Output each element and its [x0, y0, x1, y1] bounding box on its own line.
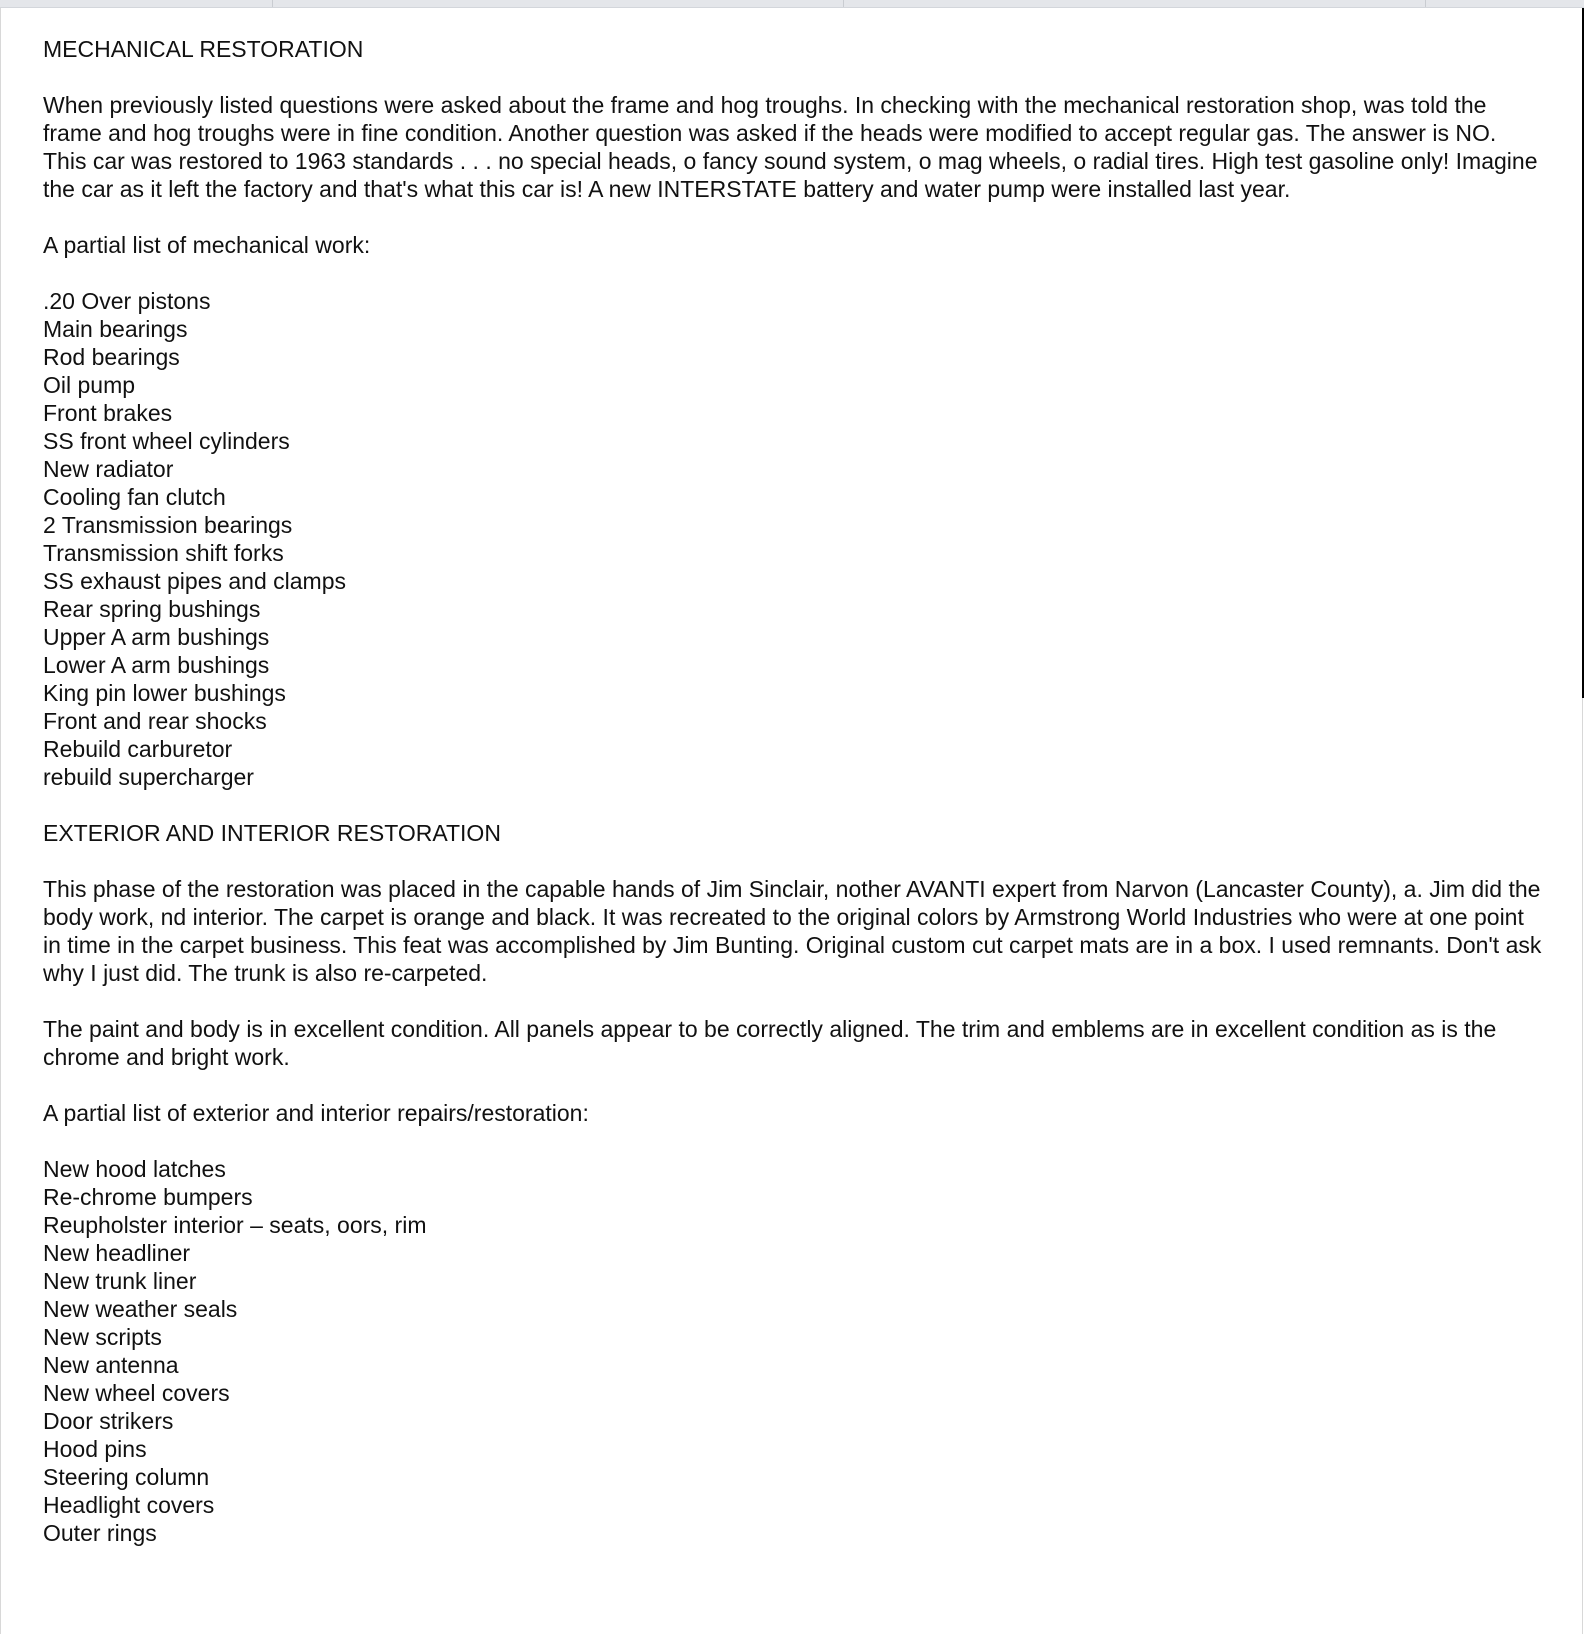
list-item: New hood latches	[43, 1156, 226, 1182]
exterior-paragraph-1: This phase of the restoration was placed in the capable hands of Jim Sinclair, nother AVANTI expert from Narvon (Lancaster County), a. Jim did the body work, nd interior. The carpet is orange and black. It was recreated to the original colors by Armstrong World Industries who were at one point in time in the carpet business. This feat was accomplished by Jim Bunting. Original custom cut carpet mats are in a box. I used remnants. Don't ask why I just did. The trunk is also re-carpeted.	[43, 876, 1542, 986]
list-item: Front brakes	[43, 400, 173, 426]
list-item: Hood pins	[43, 1436, 147, 1462]
list-item: New antenna	[43, 1352, 179, 1378]
exterior-list-intro: A partial list of exterior and interior repairs/restoration:	[43, 1100, 589, 1126]
list-item: SS exhaust pipes and clamps	[43, 568, 347, 594]
list-item: New trunk liner	[43, 1268, 197, 1294]
list-item: New radiator	[43, 456, 174, 482]
list-item: Headlight covers	[43, 1492, 215, 1518]
exterior-heading: EXTERIOR AND INTERIOR RESTORATION	[43, 820, 501, 846]
exterior-paragraph-2: The paint and body is in excellent condition. All panels appear to be correctly aligned. The trim and emblems are in excellent condition as is the chrome and bright work.	[43, 1016, 1497, 1070]
toolbar-divider	[1425, 0, 1426, 7]
list-item: Main bearings	[43, 316, 188, 342]
mechanical-paragraph: When previously listed questions were asked about the frame and hog troughs. In checking with the mechanical restoration shop, was told the frame and hog troughs were in fine condition. Another question was asked if the heads were modified to accept regular gas. The answer is NO. This car was restored to 1963 standards . . . no special heads, o fancy sound system, o mag wheels, o radial tires. High test gasoline only! Imagine the car as it left the factory and that's what this car is! A new INTERSTATE battery and water pump were installed last year.	[43, 92, 1538, 202]
list-item: Transmission shift forks	[43, 540, 284, 566]
list-item: New headliner	[43, 1240, 191, 1266]
list-item: King pin lower bushings	[43, 680, 286, 706]
list-item: rebuild supercharger	[43, 764, 254, 790]
list-item: New wheel covers	[43, 1380, 230, 1406]
list-item: Outer rings	[43, 1520, 157, 1546]
list-item: Oil pump	[43, 372, 136, 398]
toolbar-divider	[843, 0, 844, 7]
list-item: Lower A arm bushings	[43, 652, 270, 678]
list-item: New scripts	[43, 1324, 162, 1350]
list-item: Rod bearings	[43, 344, 180, 370]
mechanical-heading: MECHANICAL RESTORATION	[43, 36, 364, 62]
list-item: Upper A arm bushings	[43, 624, 270, 650]
document-body	[43, 35, 1543, 1575]
toolbar-divider	[272, 0, 273, 7]
list-item: Re-chrome bumpers	[43, 1184, 253, 1210]
list-item: Steering column	[43, 1464, 210, 1490]
list-item: Reupholster interior – seats, oors, rim	[43, 1212, 427, 1238]
list-item: Front and rear shocks	[43, 708, 267, 734]
list-item: Rear spring bushings	[43, 596, 261, 622]
list-item: Rebuild carburetor	[43, 736, 233, 762]
list-item: Door strikers	[43, 1408, 174, 1434]
mechanical-list-intro: A partial list of mechanical work:	[43, 232, 371, 258]
top-toolbar-strip	[0, 0, 1584, 8]
list-item: SS front wheel cylinders	[43, 428, 290, 454]
list-item: New weather seals	[43, 1296, 238, 1322]
exterior-work-list	[43, 1155, 1543, 1547]
list-item: Cooling fan clutch	[43, 484, 226, 510]
mechanical-work-list	[43, 287, 1543, 791]
list-item: .20 Over pistons	[43, 288, 211, 314]
list-item: 2 Transmission bearings	[43, 512, 293, 538]
